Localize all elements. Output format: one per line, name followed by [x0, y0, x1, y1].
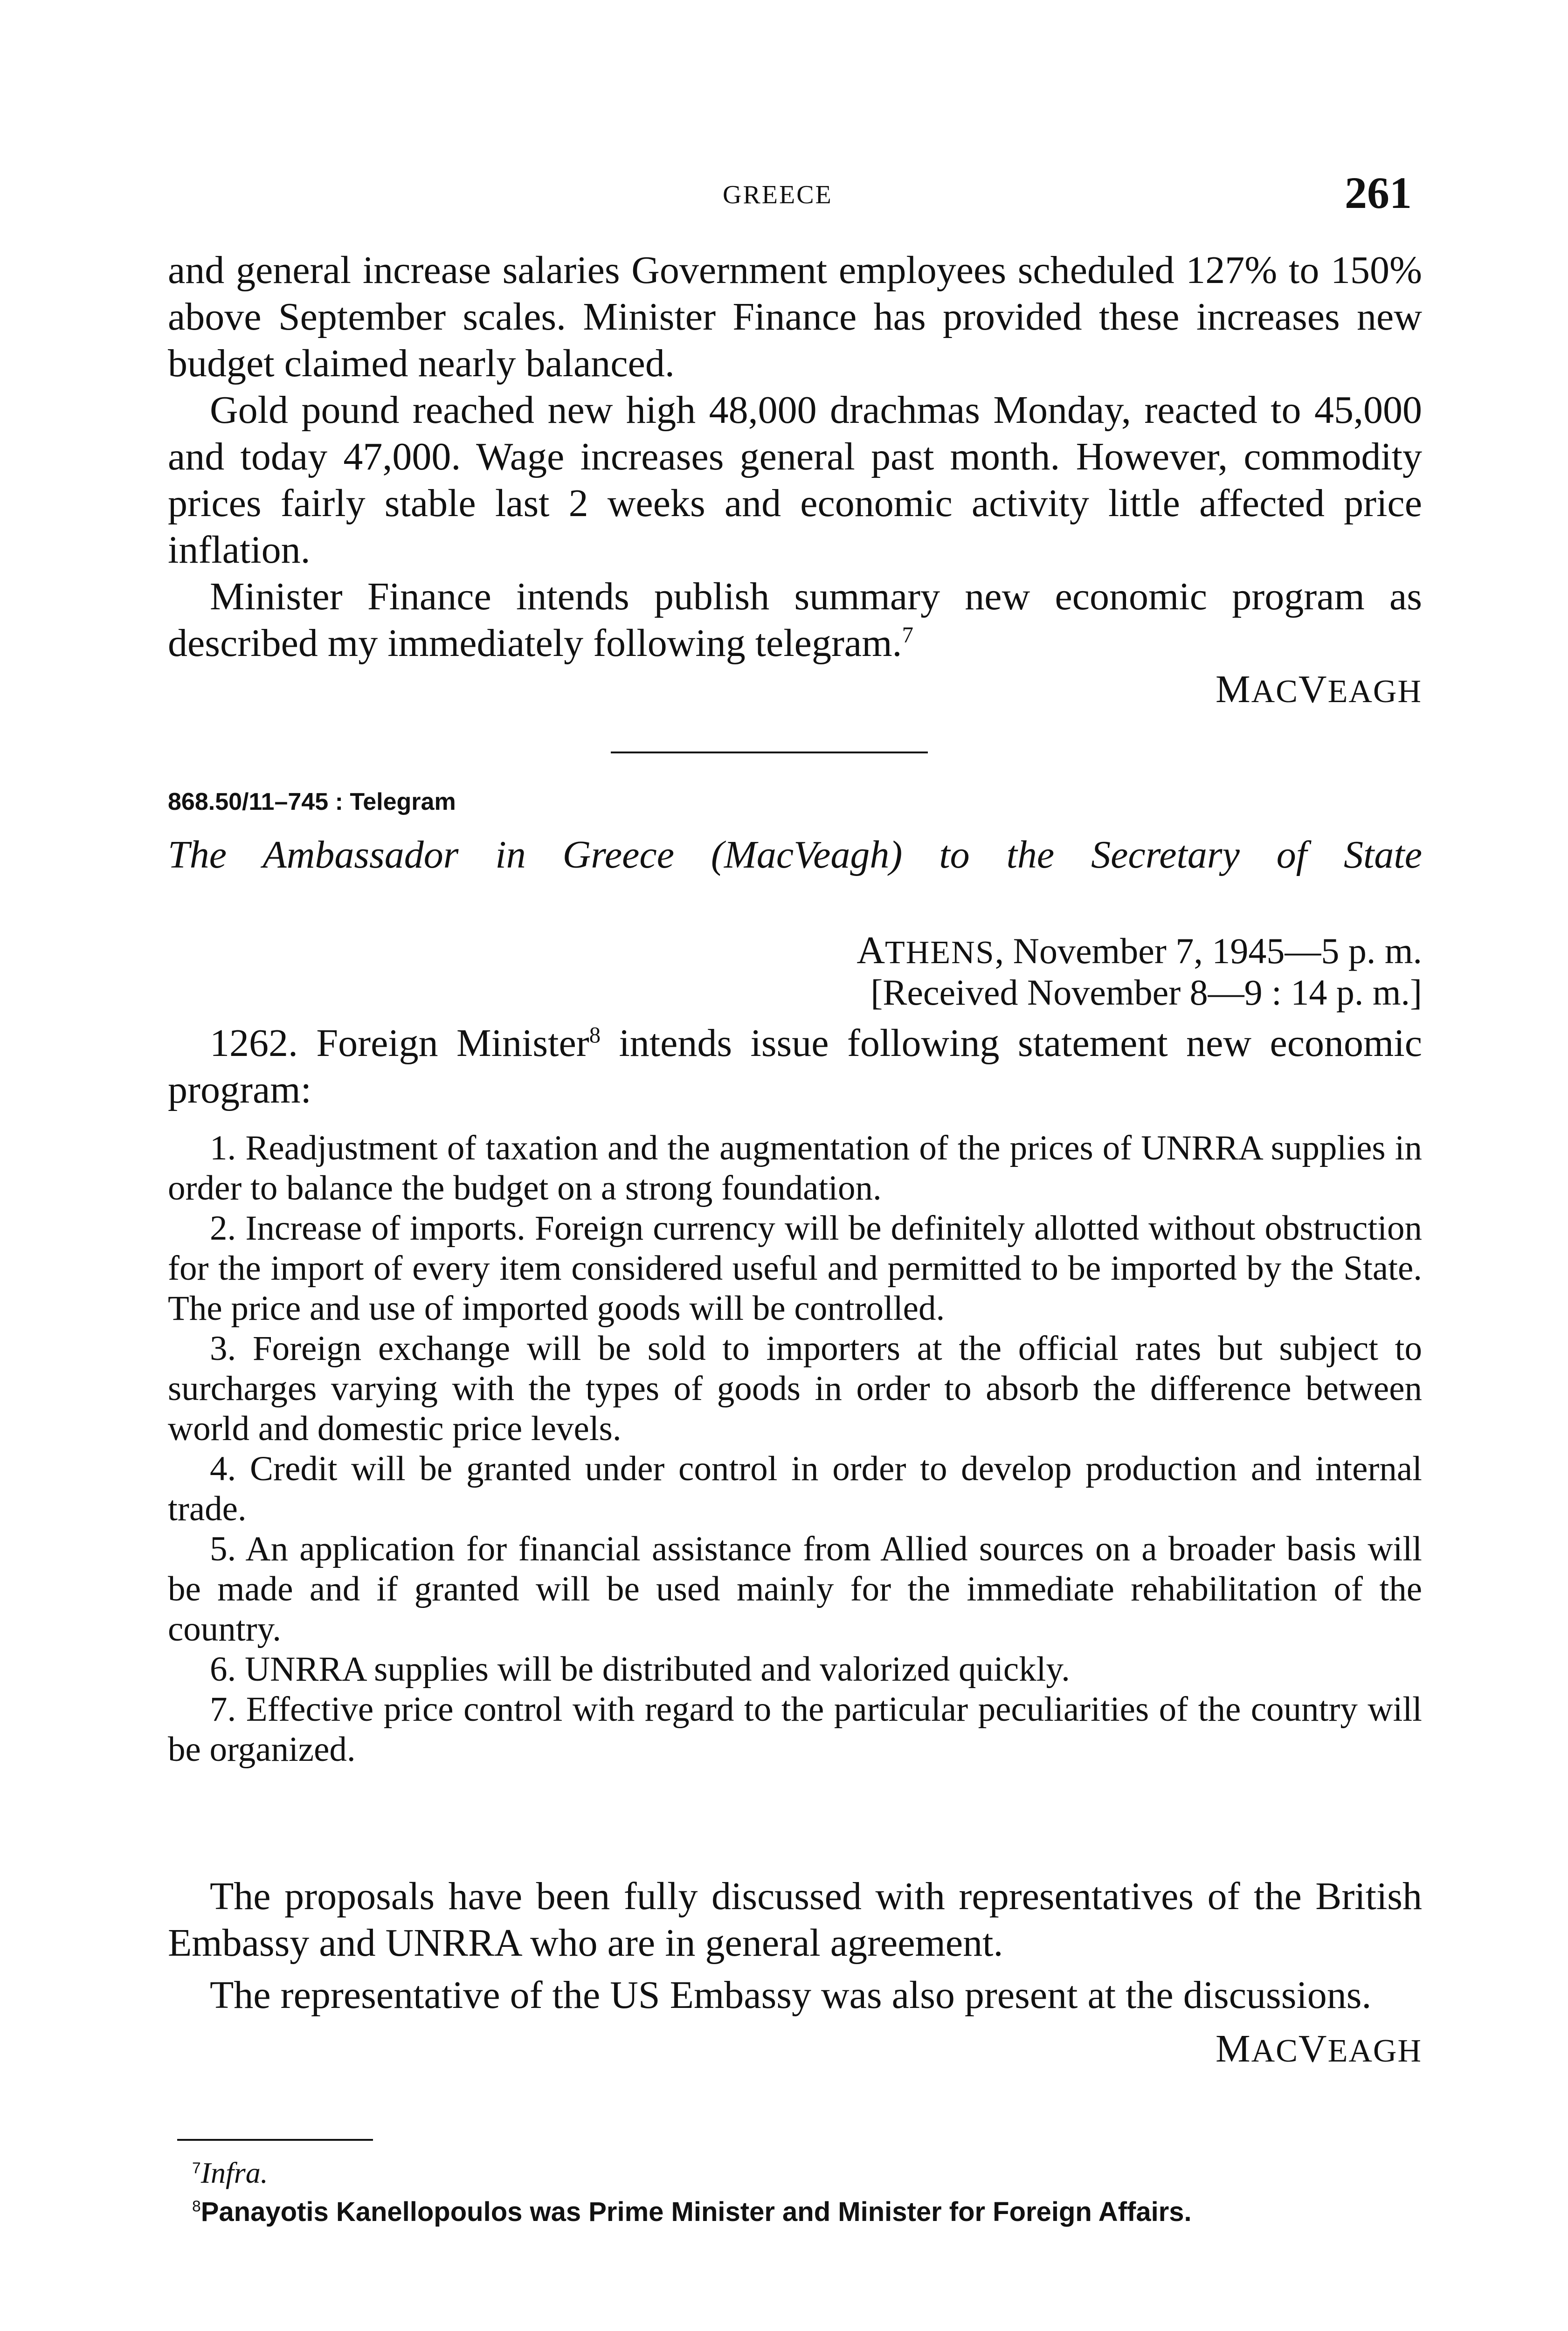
footnote-7-text: Infra.: [200, 2156, 268, 2189]
continuation-paragraph-2: Gold pound reached new high 48,000 drachmas Monday, reacted to 45,000 and today 47,000. Wage increases general past month. However, commodity prices fairly stable last 2 weeks and economic activity little affected price inflation.: [168, 388, 1422, 572]
footnote-divider: [177, 2139, 373, 2141]
program-list: [168, 1128, 1422, 1770]
closing-paragraph-2: The representative of the US Embassy was also present at the discussions.: [210, 1973, 1372, 2017]
program-item-5: 5. An application for financial assistance from Allied sources on a broader basis will be made and if granted will be used mainly for the immediate rehabilitation of the country.: [168, 1530, 1422, 1648]
footnotes: [168, 2154, 1422, 2231]
closing-signature-letter-1: M: [1215, 2027, 1251, 2070]
section-divider: [611, 752, 928, 753]
program-item-3: 3. Foreign exchange will be sold to importers at the official rates but subject to surcharges varying with the types of goods in order to absorb the difference between world and domestic price levels.: [168, 1329, 1422, 1448]
program-item-1: 1. Readjustment of taxation and the augmentation of the prices of UNRRA supplies in order to balance the budget on a strong foundation.: [168, 1129, 1422, 1207]
program-item-7: 7. Effective price control with regard to the particular peculiarities of the country will be organized.: [168, 1690, 1422, 1769]
program-item-4: 4. Credit will be granted under control in order to develop production and internal trade.: [168, 1449, 1422, 1528]
dateline: [857, 928, 1422, 973]
dateline-place-initial: A: [857, 929, 885, 972]
received-line: [Received November 8—9 : 14 p. m.]: [870, 972, 1422, 1013]
dateline-place: THENS: [885, 935, 995, 971]
program-item-6: 6. UNRRA supplies will be distributed and valorized quickly.: [210, 1650, 1070, 1689]
footnote-8-marker: 8: [192, 2198, 201, 2215]
signature-small-caps-1: AC: [1251, 674, 1299, 710]
telegram-opening: [168, 1020, 1422, 1113]
dateline-date: , November 7, 1945—5 p. m.: [995, 931, 1422, 971]
signature-letter-1: M: [1215, 668, 1251, 711]
continuation-paragraph-1: and general increase salaries Government employees scheduled 127% to 150% above September scales. Minister Finance has provided these increases new budget claimed nearly balanced.: [168, 248, 1422, 385]
closing-section: [168, 1873, 1422, 2071]
continuation-section: [168, 247, 1422, 712]
closing-paragraph-1: The proposals have been fully discussed with representatives of the British Embassy and UNRRA who are in general agreement.: [168, 1875, 1422, 1965]
footnote-7: [168, 2154, 1422, 2193]
footnote-7-marker: 7: [192, 2159, 201, 2177]
continuation-paragraph-3: [168, 573, 1422, 667]
opening-text-2: intends issue following statement new economic program:: [168, 1021, 1422, 1111]
program-item-2: 2. Increase of imports. Foreign currency will be definitely allotted without obstruction for the import of every item considered useful and permitted to be imported by the State. The price and use of imported goods will be controlled.: [168, 1209, 1422, 1328]
signature-letter-2: V: [1298, 668, 1328, 711]
page-header: [168, 167, 1422, 223]
running-head: GREECE: [723, 180, 833, 209]
signature-small-caps-2: EAGH: [1327, 674, 1422, 710]
footnote-8-text: Panayotis Kanellopoulos was Prime Minister and Minister for Foreign Affairs.: [200, 2197, 1192, 2227]
telegram-number: 1262.: [210, 1021, 298, 1065]
continuation-paragraph-3-text: Minister Finance intends publish summary new economic program as described my immediately following telegram.: [168, 575, 1422, 665]
opening-text-1: Foreign Minister: [316, 1021, 589, 1065]
closing-signature: [168, 2026, 1422, 2071]
closing-signature-letter-2: V: [1298, 2027, 1328, 2070]
page-number: 261: [1345, 168, 1412, 218]
footnote-8: [168, 2193, 1422, 2231]
opening-paragraph: [168, 1020, 1422, 1113]
footnote-reference-8: 8: [589, 1022, 601, 1048]
footnote-reference-7: 7: [902, 622, 913, 648]
closing-signature-small-caps-2: EAGH: [1327, 2033, 1422, 2069]
closing-signature-small-caps-1: AC: [1251, 2033, 1299, 2069]
signature: [168, 667, 1422, 712]
document-title: The Ambassador in Greece (MacVeagh) to the Secretary of State: [168, 833, 1422, 876]
file-number: 868.50/11–745 : Telegram: [168, 788, 456, 815]
